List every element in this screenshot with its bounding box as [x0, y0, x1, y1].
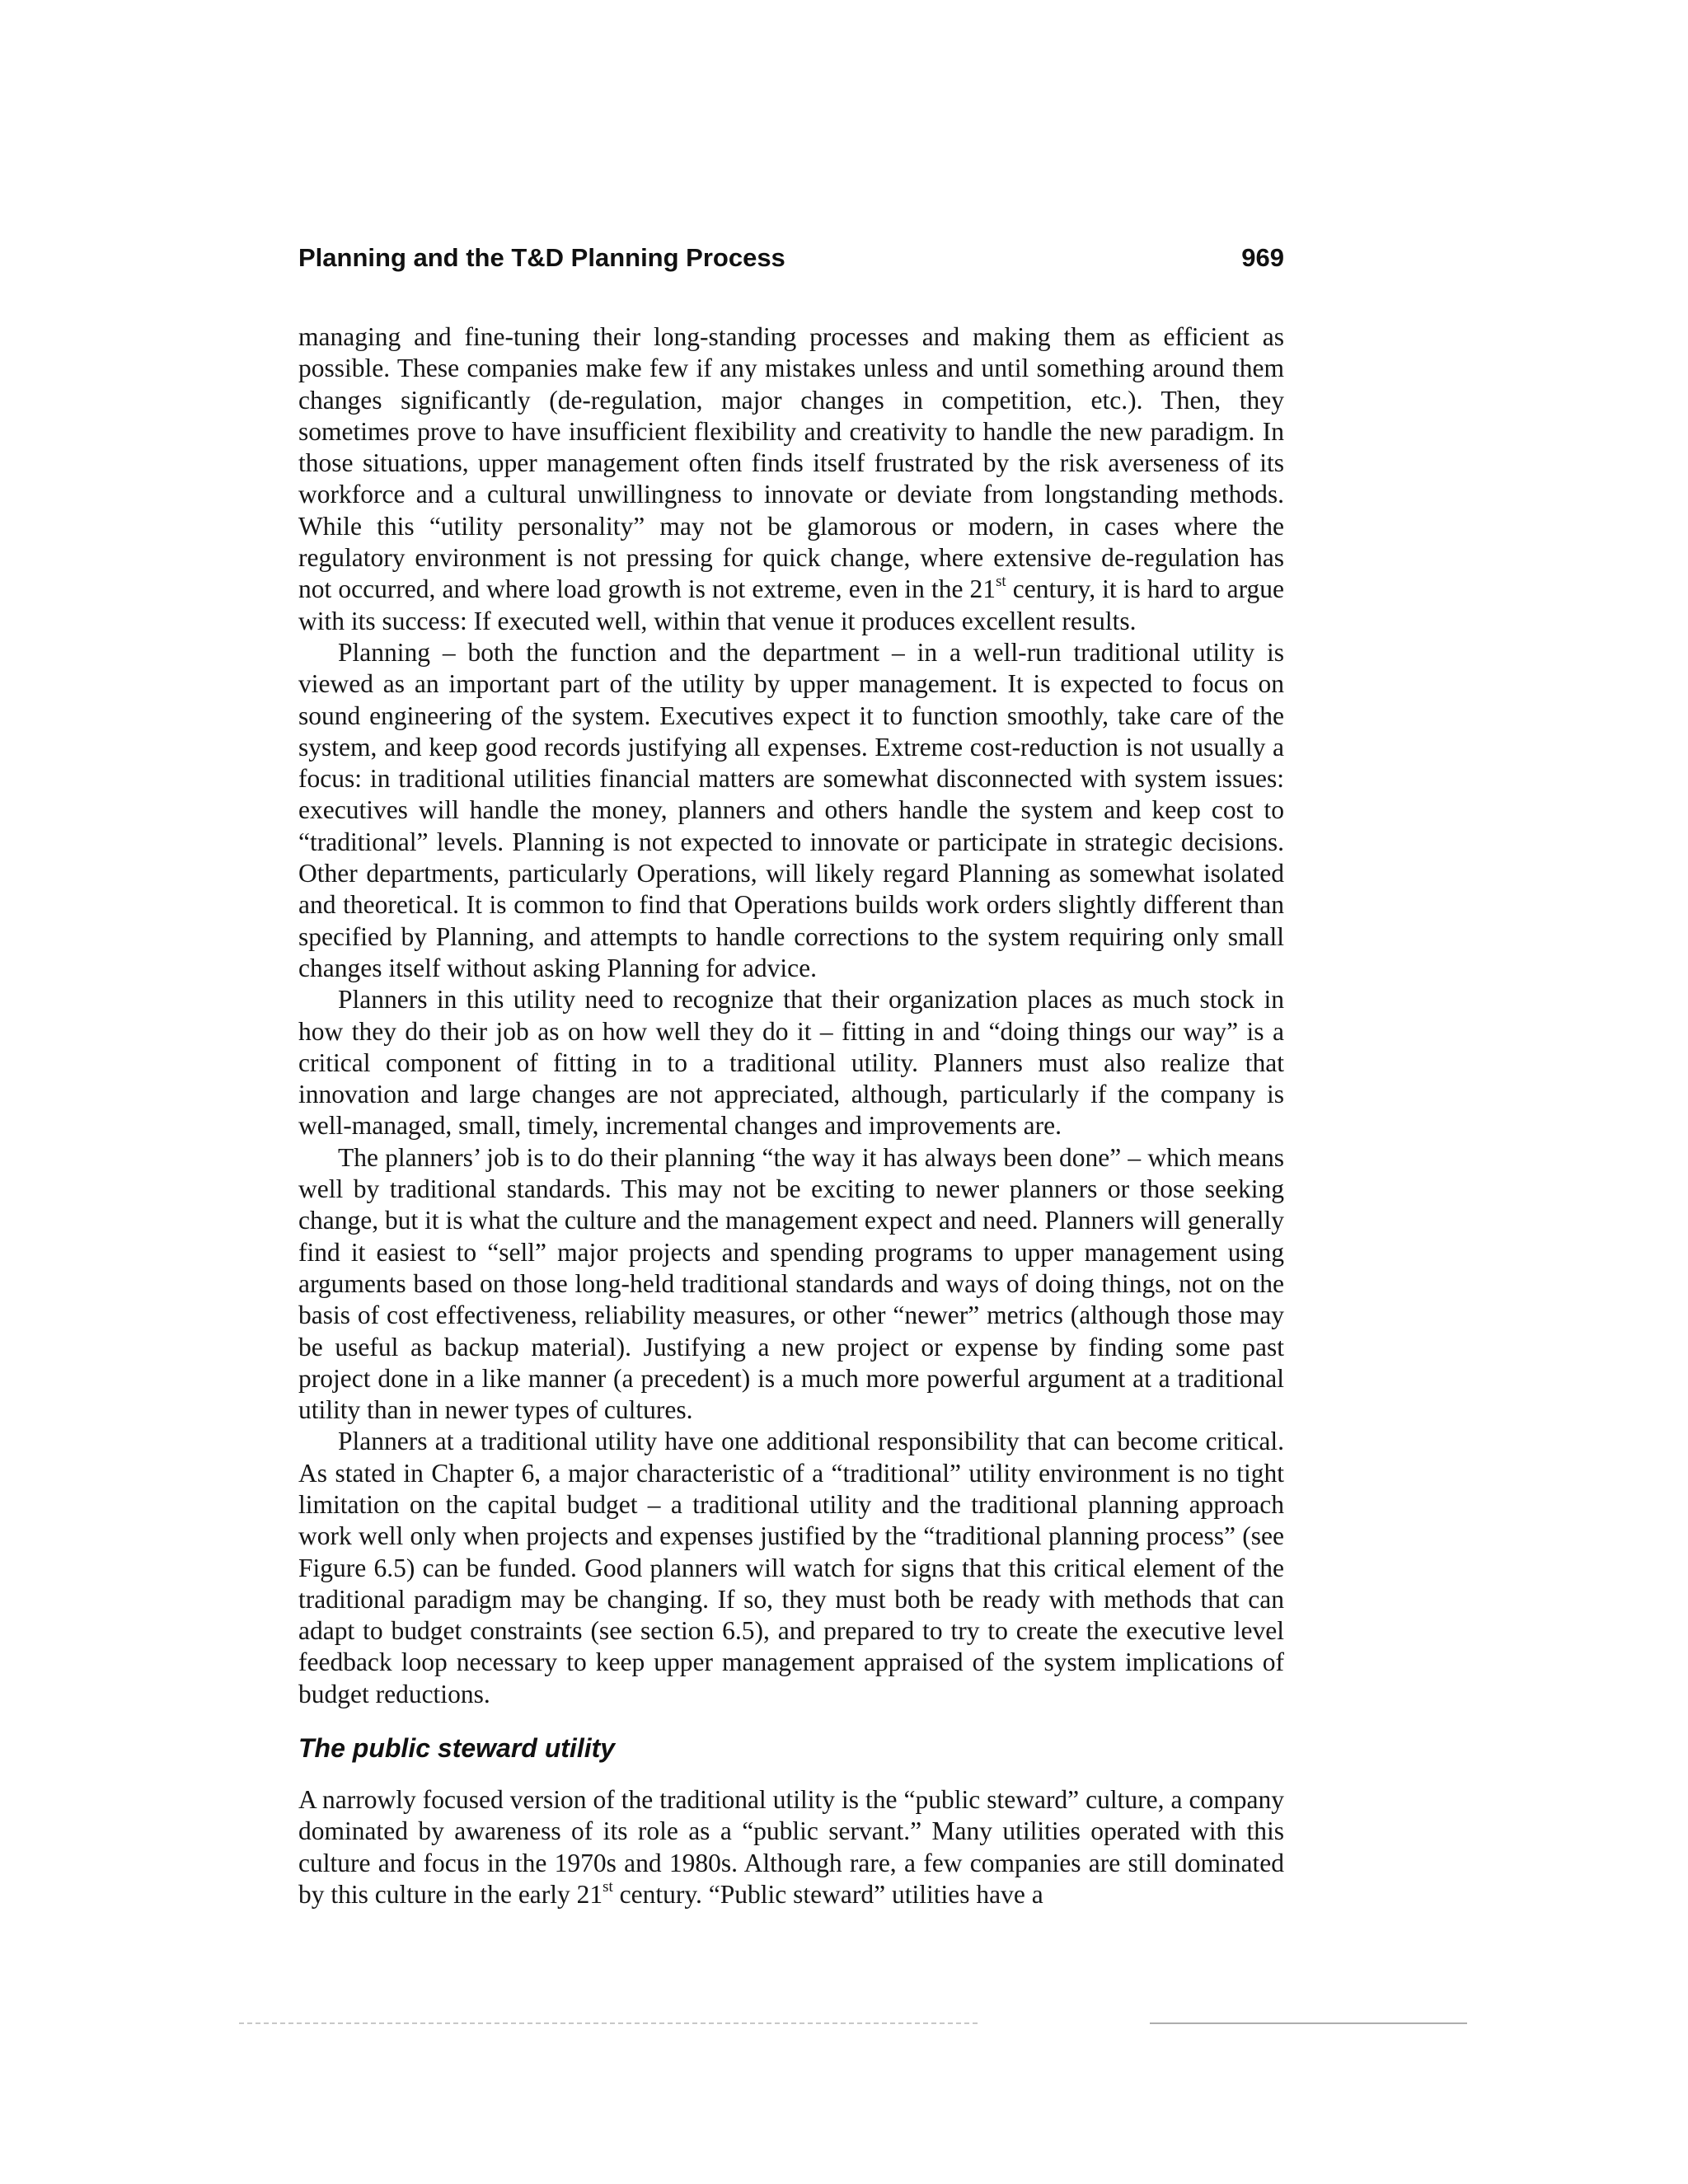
- section-heading: The public steward utility: [298, 1733, 616, 1764]
- ordinal-suffix: st: [996, 573, 1006, 591]
- paragraph-5: Planners at a traditional utility have one additional responsibility that can become critical. As stated in Chapter 6, a major characteristic of a “traditional” utility environment is no tight limitation on the capital budget – a traditional utility and the traditional planning approach work well only when projects and expenses justified by the “traditional planning process” (see Figure 6.5) can be funded. Good planners will watch for signs that this critical element of the traditional paradigm may be changing. If so, they must both be ready with methods that can adapt to budget constraints (see section 6.5), and prepared to try to create the executive level feedback loop necessary to keep upper management appraised of the system implications of budget reductions.: [298, 1427, 1284, 1708]
- paragraph-3: Planners in this utility need to recognize that their organization places as much stock in how they do their job as on how well they do it – fitting in and “doing things our way” is a critical component of fitting in to a traditional utility. Planners must also realize that innovation and large changes are not appreciated, although, particularly if the company is well-managed, small, timely, incremental changes and improvements are.: [298, 985, 1284, 1141]
- paragraph-1-text: managing and fine-tuning their long-standing processes and making them as efficient as possible. These companies make few if any mistakes unless and until something around them changes significantly (de-regulation, major changes in competition, etc.). Then, they sometimes prove to have insufficient flexibility and creativity to handle the new paradigm. In those situations, upper management often finds itself frustrated by the risk averseness of its workforce and a cultural unwillingness to innovate or deviate from longstanding methods. While this “utility personality” may not be glamorous or modern, in cases where the regulatory environment is not pressing for quick change, where extensive de-regulation has not occurred, and where load growth is not extreme, even in the 21: [298, 322, 1284, 604]
- paragraph-1-text-end: century, it is hard to argue with its success: If executed well, within that venue it produces excellent results.: [298, 574, 1284, 635]
- body-text: [298, 321, 1284, 1910]
- page-number: 969: [1241, 243, 1284, 272]
- running-header-title: Planning and the T&D Planning Process: [298, 243, 785, 272]
- ordinal-suffix: st: [603, 1877, 613, 1896]
- scan-artifact-line: [239, 2022, 981, 2024]
- running-header: [298, 239, 1284, 277]
- scan-artifact-line: [1150, 2022, 1467, 2024]
- paragraph-4: The planners’ job is to do their planning “the way it has always been done” – which means well by traditional standards. This may not be exciting to newer planners or those seeking change, but it is what the culture and the management expect and need. Planners will generally find it easiest to “sell” major projects and spending programs to upper management using arguments based on those long-held traditional standards and ways of doing things, not on the basis of cost effectiveness, reliability measures, or other “newer” metrics (although those may be useful as backup material). Justifying a new project or expense by finding some past project done in a like manner (a precedent) is a much more powerful argument at a traditional utility than in newer types of cultures.: [298, 1142, 1284, 1425]
- paragraph-6-text-end: century. “Public steward” utilities have a: [612, 1879, 1043, 1909]
- paragraph-2: Planning – both the function and the department – in a well-run traditional utility is viewed as an important part of the utility by upper management. It is expected to focus on sound engineering of the system. Executives expect it to function smoothly, take care of the system, and keep good records justifying all expenses. Extreme cost-reduction is not usually a focus: in traditional utilities financial matters are somewhat disconnected with system issues: executives will handle the money, planners and others handle the system and keep cost to “traditional” levels. Planning is not expected to innovate or participate in strategic decisions. Other departments, particularly Operations, will likely regard Planning as somewhat isolated and theoretical. It is common to find that Operations builds work orders slightly different than specified by Planning, and attempts to handle corrections to the system requiring only small changes itself without asking Planning for advice.: [298, 637, 1284, 982]
- paragraph-1: [298, 321, 1284, 637]
- paragraph-6: [298, 1784, 1284, 1910]
- paragraph-6-text: A narrowly focused version of the traditional utility is the “public steward” culture, a company dominated by awareness of its role as a “public servant.” Many utilities operated with this culture and focus in the 1970s and 1980s. Although rare, a few companies are still dominated by this culture in the early 21: [298, 1785, 1284, 1909]
